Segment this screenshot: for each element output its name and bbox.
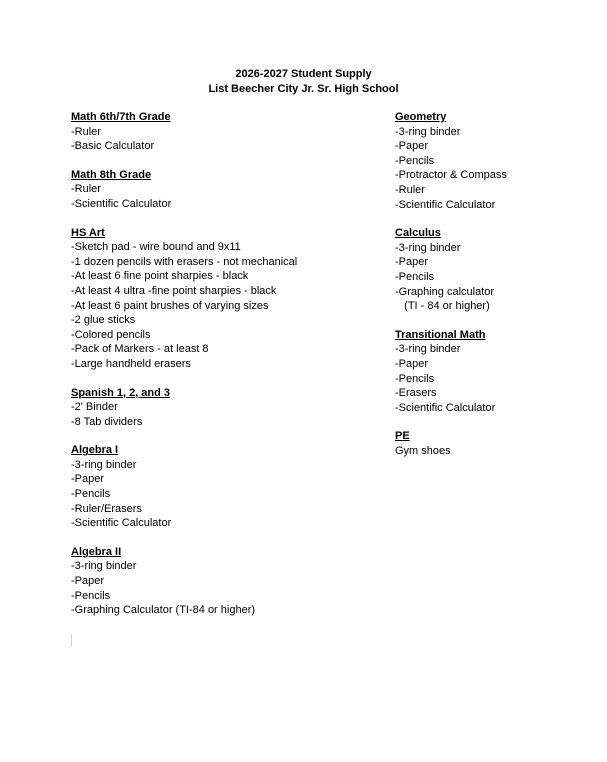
supply-item: Gym shoes	[395, 444, 451, 457]
section-hs-art	[71, 226, 371, 372]
supply-item: -Scientific Calculator	[71, 197, 172, 210]
section-heading: Transitional Math	[395, 328, 486, 341]
section-math-6th-7th-grade	[71, 110, 371, 154]
section-heading: Math 8th Grade	[71, 168, 152, 181]
section-heading: Math 6th/7th Grade	[71, 111, 171, 123]
supply-item: -Paper	[71, 575, 105, 588]
supply-item: -Scientific Calculator	[395, 401, 496, 414]
supply-item: -Pencils	[395, 154, 435, 167]
section-heading: Algebra II	[71, 545, 122, 558]
supply-item: -3-ring binder	[71, 560, 137, 573]
supply-item: -Paper	[71, 473, 105, 486]
supply-item: -1 dozen pencils with erasers - not mechanical	[71, 255, 298, 268]
supply-item: -Ruler	[71, 125, 101, 138]
supply-item: -Pencils	[71, 488, 111, 501]
supply-item: -At least 6 paint brushes of varying sizes	[71, 299, 269, 312]
right-column	[395, 110, 595, 472]
supply-item: -Colored pencils	[71, 328, 151, 341]
supply-item: (TI - 84 or higher)	[395, 300, 490, 313]
section-heading: HS Art	[71, 226, 105, 239]
supply-item: -Pencils	[71, 589, 111, 602]
section-heading: Calculus	[395, 227, 441, 240]
section-geometry	[395, 110, 595, 212]
section-pe	[395, 429, 595, 458]
supply-item: -3-ring binder	[71, 458, 137, 471]
supply-item: -Protractor & Compass	[395, 169, 507, 182]
left-column	[71, 110, 371, 632]
document-title-line-2: List Beecher City Jr. Sr. High School	[208, 83, 399, 95]
supply-item: -Basic Calculator	[71, 140, 155, 153]
section-heading: PE	[395, 430, 410, 443]
supply-item: -3-ring binder	[395, 241, 461, 254]
section-transitional-math	[395, 328, 595, 416]
supply-item: -Paper	[395, 140, 429, 153]
supply-item: -Sketch pad - wire bound and 9x11	[71, 241, 241, 254]
section-algebra-i	[71, 443, 371, 531]
supply-item: -Scientific Calculator	[395, 198, 496, 211]
supply-item: -At least 4 ultra -fine point sharpies - black	[71, 284, 277, 297]
supply-item: -Ruler	[395, 183, 425, 196]
supply-item: -2' Binder	[71, 401, 118, 414]
section-algebra-ii	[71, 545, 371, 618]
supply-item: -2 glue sticks	[71, 314, 136, 327]
section-heading: Algebra I	[71, 444, 119, 457]
supply-item: -Ruler/Erasers	[71, 502, 142, 515]
text-cursor	[71, 634, 72, 647]
section-math-8th-grade	[71, 168, 371, 212]
supply-item: -3-ring binder	[395, 343, 461, 356]
supply-item: -Graphing calculator	[395, 285, 495, 298]
supply-item: -Pencils	[395, 372, 435, 385]
section-spanish-1-2-and-3	[71, 386, 371, 430]
supply-item: -Pack of Markers - at least 8	[71, 343, 209, 356]
supply-item: -Paper	[395, 256, 429, 269]
document-title-line-1: 2026-2027 Student Supply	[235, 68, 372, 80]
supply-item: -Paper	[395, 357, 429, 370]
supply-item: -At least 6 fine point sharpies - black	[71, 270, 249, 283]
section-calculus	[395, 226, 595, 314]
section-heading: Geometry	[395, 111, 447, 123]
section-heading: Spanish 1, 2, and 3	[71, 386, 171, 399]
supply-item: -8 Tab dividers	[71, 415, 143, 428]
supply-item: -Pencils	[395, 270, 435, 283]
supply-item: -Scientific Calculator	[71, 517, 172, 530]
supply-item: -Erasers	[395, 387, 437, 400]
supply-item: -Ruler	[71, 183, 101, 196]
supply-item: -Graphing Calculator (TI-84 or higher)	[71, 604, 256, 617]
supply-item: -3-ring binder	[395, 125, 461, 138]
supply-item: -Large handheld erasers	[71, 357, 191, 370]
